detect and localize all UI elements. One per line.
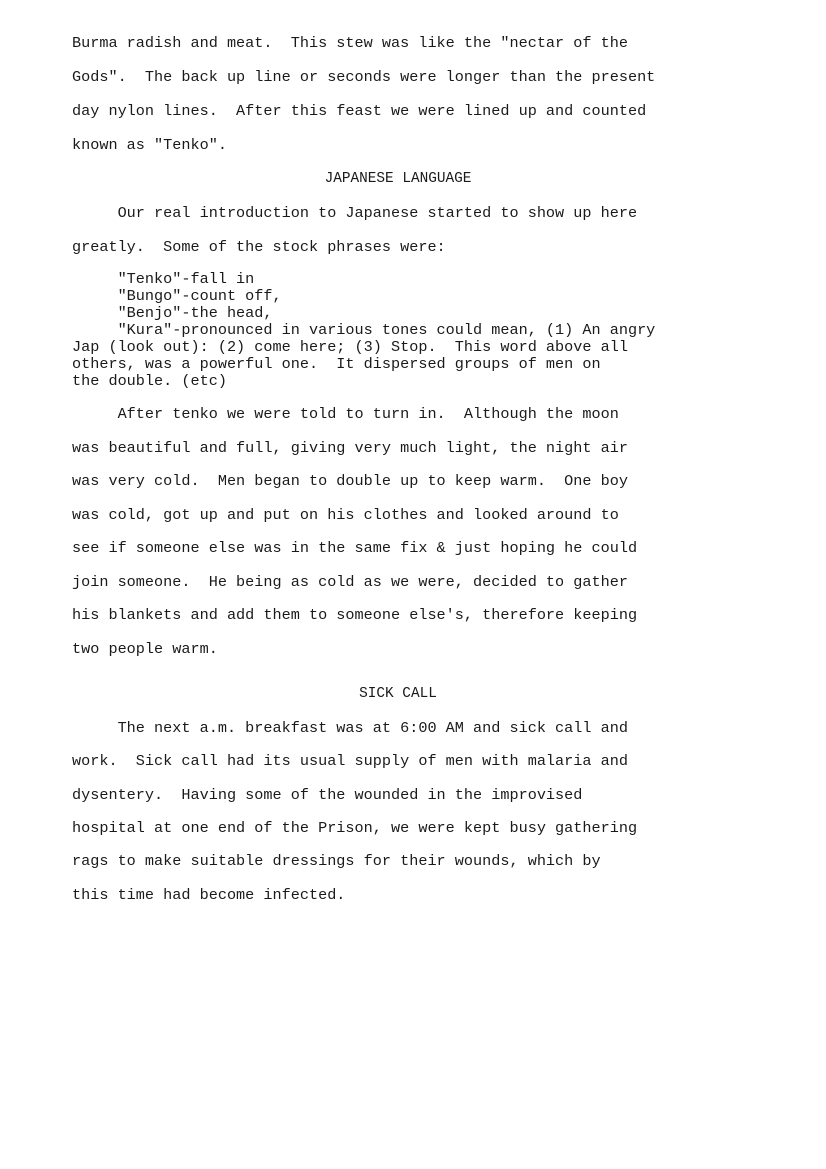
phrase-line: "Bungo"-count off, — [72, 287, 282, 305]
text-line: see if someone else was in the same fix & just hoping he could — [72, 539, 638, 557]
text-line: join someone. He being as cold as we were, decided to gather — [72, 573, 628, 591]
section-heading-sick-call: SICK CALL — [359, 686, 437, 702]
text-line: known as "Tenko". — [72, 136, 227, 154]
text-line: After tenko we were told to turn in. Although the moon — [72, 405, 619, 423]
text-line: Our real introduction to Japanese started to show up here — [72, 204, 638, 222]
text-line: hospital at one end of the Prison, we were kept busy gathering — [72, 819, 638, 837]
text-line: The next a.m. breakfast was at 6:00 AM and sick call and — [72, 719, 628, 737]
text-line: this time had become infected. — [72, 886, 346, 904]
text-line: was cold, got up and put on his clothes and looked around to — [72, 506, 619, 524]
phrase-line: others, was a powerful one. It dispersed groups of men on — [72, 355, 601, 373]
phrase-line: "Kura"-pronounced in various tones could mean, (1) An angry — [72, 321, 656, 339]
text-line: rags to make suitable dressings for their wounds, which by — [72, 852, 601, 870]
text-line: work. Sick call had its usual supply of men with malaria and — [72, 752, 628, 770]
phrase-line: Jap (look out): (2) come here; (3) Stop. This word above all — [72, 338, 628, 356]
text-line: day nylon lines. After this feast we were lined up and counted — [72, 102, 647, 120]
phrase-line: "Benjo"-the head, — [72, 304, 273, 322]
text-line: his blankets and add them to someone else's, therefore keeping — [72, 606, 638, 624]
text-line: two people warm. — [72, 640, 218, 658]
text-line: Gods". The back up line or seconds were longer than the present — [72, 68, 656, 86]
text-line: greatly. Some of the stock phrases were: — [72, 238, 446, 256]
section-heading-japanese-language: JAPANESE LANGUAGE — [324, 171, 472, 187]
text-line: was very cold. Men began to double up to keep warm. One boy — [72, 472, 628, 490]
phrase-line: "Tenko"-fall in — [72, 270, 255, 288]
text-line: Burma radish and meat. This stew was like the "nectar of the — [72, 34, 628, 52]
phrase-line: the double. (etc) — [72, 372, 227, 390]
text-line: was beautiful and full, giving very much light, the night air — [72, 439, 628, 457]
text-line: dysentery. Having some of the wounded in the improvised — [72, 786, 583, 804]
